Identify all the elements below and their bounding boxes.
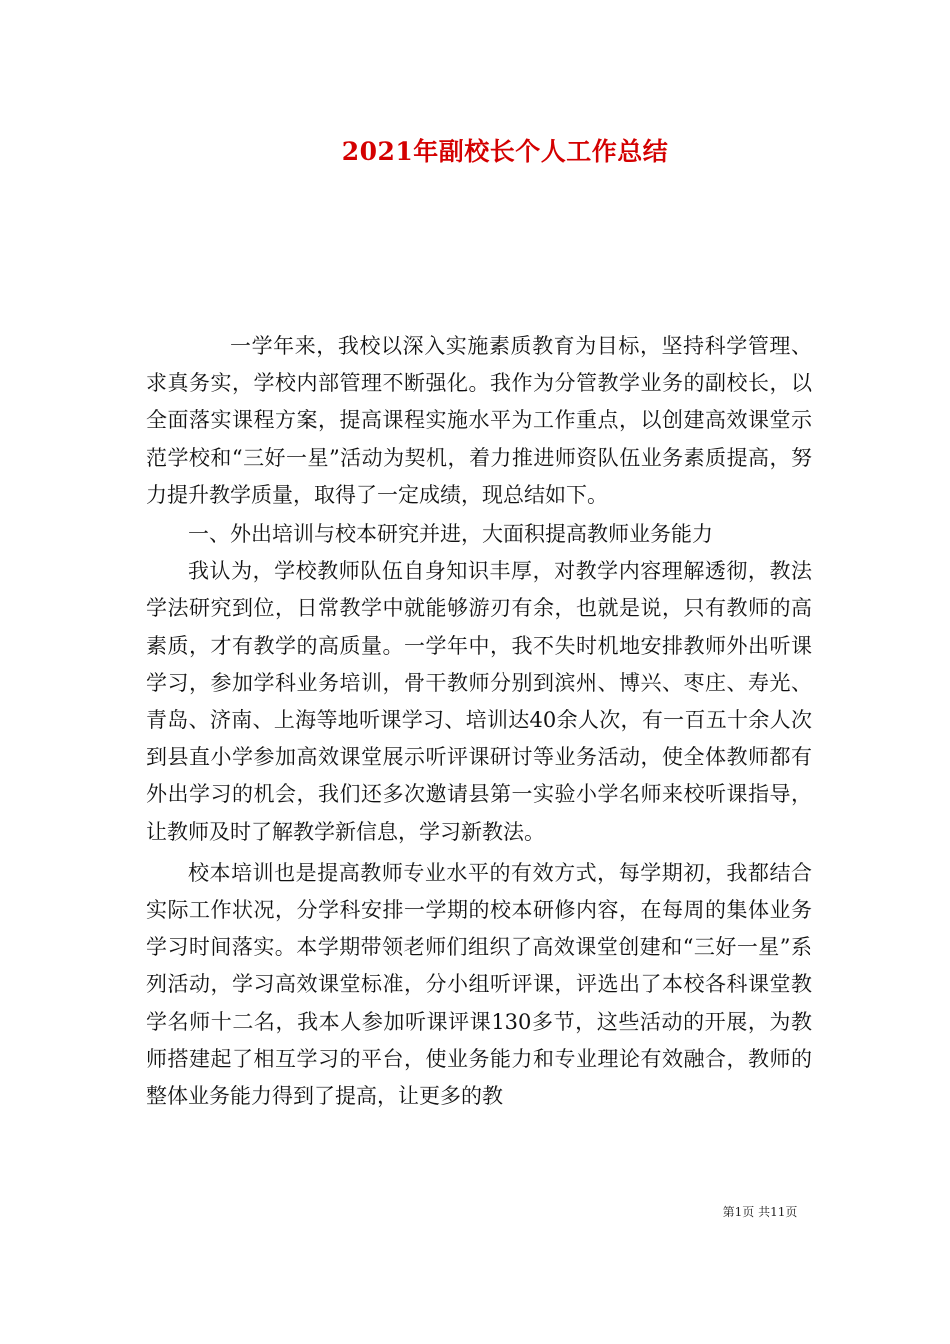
intro-paragraph: 一学年来，我校以深入实施素质教育为目标，坚持科学管理、求真务实，学校内部管理不断强化。我作为分管教学业务的副校长，以全面落实课程方案，提高课程实施水平为工作重点，以创建高效课堂示范学校和“三好一星”活动为契机，着力推进师资队伍业务素质提高，努力提升教学质量，取得了一定成绩，现总结如下。: [146, 334, 812, 507]
body-paragraph: 我认为，学校教师队伍自身知识丰厚，对教学内容理解透彻，教法学法研究到位，日常教学中就能够游刃有余，也就是说，只有教师的高素质，才有教学的高质量。一学年中，我不失时机地安排教师外出听课学习，参加学科业务培训，骨干教师分别到滨州、博兴、枣庄、寿光、青岛、济南、上海等地听课学习、培训达40余人次，有一百五十余人次到县直小学参加高效课堂展示听评课研讨等业务活动，使全体教师都有外出学习的机会，我们还多次邀请县第一实验小学名师来校听课指导，让教师及时了解教学新信息，学习新教法。: [146, 559, 812, 844]
document-title: 2021年副校长个人工作总结: [341, 137, 669, 166]
body-paragraph: 校本培训也是提高教师专业水平的有效方式，每学期初，我都结合实际工作状况，分学科安排一学期的校本研修内容，在每周的集体业务学习时间落实。本学期带领老师们组织了高效课堂创建和“三好一星”系列活动，学习高效课堂标准，分小组听评课，评选出了本校各科课堂教学名师十二名，我本人参加听课评课130多节，这些活动的开展，为教师搭建起了相互学习的平台，使业务能力和专业理论有效融合，教师的整体业务能力得到了提高，让更多的教: [146, 860, 812, 1109]
document-body: [146, 328, 812, 1115]
section-heading: 一、外出培训与校本研究并进，大面积提高教师业务能力: [188, 522, 713, 547]
page-number-footer: 第1页 共11页: [722, 1205, 798, 1219]
